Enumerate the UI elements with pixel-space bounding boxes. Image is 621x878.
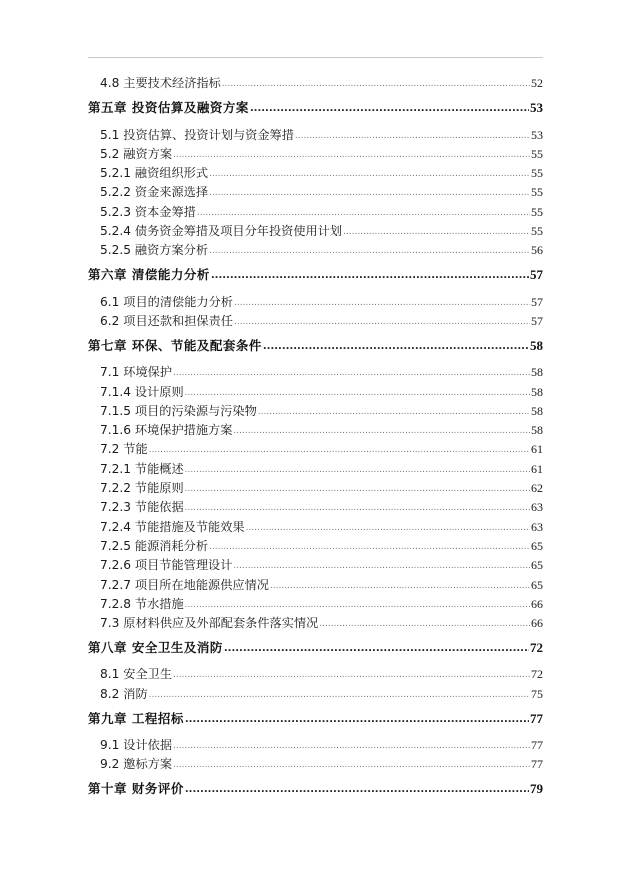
toc-section-entry[interactable] — [88, 593, 543, 612]
toc-entry-label: 7.2.8 节水措施 — [100, 596, 184, 611]
dot-leader — [224, 641, 529, 656]
dot-leader — [209, 186, 530, 200]
toc-entry-label: 7.2.5 能源消耗分析 — [100, 538, 209, 553]
toc-entry-label: 5.2.3 资本金筹措 — [100, 204, 196, 219]
toc-entry-label: 6.2 项目还款和担保责任 — [100, 313, 233, 328]
toc-page-number: 63 — [531, 519, 543, 534]
toc-page-number: 55 — [531, 146, 543, 161]
toc-entry-label: 7.2.7 项目所在地能源供应情况 — [100, 577, 269, 592]
toc-page-number: 79 — [530, 781, 543, 797]
toc-chapter-entry[interactable] — [88, 773, 543, 797]
toc-section-entry[interactable] — [88, 239, 543, 258]
toc-section-entry[interactable] — [88, 515, 543, 534]
toc-page-number: 75 — [531, 686, 543, 701]
dot-leader — [185, 463, 530, 477]
toc-page-number: 52 — [531, 76, 543, 91]
toc-page-number: 77 — [531, 757, 543, 772]
dot-leader — [250, 101, 529, 116]
dot-leader — [209, 540, 530, 554]
toc-page-number: 77 — [531, 738, 543, 753]
toc-page-number: 66 — [531, 596, 543, 611]
dot-leader — [209, 244, 530, 258]
toc-page-number: 58 — [530, 337, 543, 353]
dot-leader — [149, 443, 530, 457]
dot-leader — [233, 559, 530, 573]
toc-entry-label: 6.1 项目的清偿能力分析 — [100, 294, 233, 309]
toc-entry-label: 7.2.6 项目节能管理设计 — [100, 558, 233, 573]
dot-leader — [209, 167, 530, 181]
toc-chapter-entry[interactable] — [88, 92, 543, 116]
dot-leader — [233, 424, 530, 438]
dot-leader — [263, 339, 529, 354]
dot-leader — [173, 366, 530, 380]
table-of-contents — [88, 72, 543, 804]
toc-entry-label: 9.1 设计依据 — [100, 738, 173, 753]
toc-page-number: 63 — [531, 500, 543, 515]
dot-leader — [149, 688, 530, 702]
toc-page-number: 65 — [531, 577, 543, 592]
toc-entry-label: 9.2 邀标方案 — [100, 757, 173, 772]
dot-leader — [319, 617, 530, 631]
toc-page-number: 65 — [531, 558, 543, 573]
toc-page-number: 62 — [531, 481, 543, 496]
toc-section-entry[interactable] — [88, 419, 543, 438]
toc-section-entry[interactable] — [88, 753, 543, 772]
dot-leader — [234, 296, 530, 310]
toc-entry-label: 5.1 投资估算、投资计划与资金筹措 — [100, 127, 294, 142]
dot-leader — [270, 579, 530, 593]
dot-leader — [185, 386, 530, 400]
toc-entry-label: 7.2 节能 — [100, 442, 148, 457]
dot-leader — [222, 77, 530, 91]
dot-leader — [173, 668, 530, 682]
toc-section-entry[interactable] — [88, 162, 543, 181]
toc-chapter-entry[interactable] — [88, 632, 543, 656]
toc-entry-label: 7.3 原材料供应及外部配套条件落实情况 — [100, 616, 319, 631]
toc-section-entry[interactable] — [88, 438, 543, 457]
dot-leader — [246, 521, 530, 535]
dot-leader — [173, 148, 530, 162]
dot-leader — [185, 598, 530, 612]
chapter-spacer — [88, 727, 543, 734]
toc-page-number: 66 — [531, 616, 543, 631]
toc-section-entry[interactable] — [88, 361, 543, 380]
dot-leader — [173, 739, 530, 753]
toc-entry-label: 第九章 工程招标 — [88, 710, 184, 726]
toc-section-entry[interactable] — [88, 290, 543, 309]
toc-section-entry[interactable] — [88, 310, 543, 329]
toc-page-number: 57 — [531, 313, 543, 328]
toc-entry-label: 7.1.4 设计原则 — [100, 384, 184, 399]
toc-page-number: 55 — [531, 185, 543, 200]
toc-section-entry[interactable] — [88, 496, 543, 515]
toc-section-entry[interactable] — [88, 72, 543, 91]
dot-leader — [343, 225, 530, 239]
toc-section-entry[interactable] — [88, 220, 543, 239]
toc-page-number: 53 — [530, 100, 543, 116]
toc-entry-label: 4.8 主要技术经济指标 — [100, 76, 221, 91]
dot-leader — [295, 129, 530, 143]
toc-section-entry[interactable] — [88, 734, 543, 753]
toc-entry-label: 第十章 财务评价 — [88, 781, 184, 797]
toc-entry-label: 7.1.5 项目的污染源与污染物 — [100, 403, 257, 418]
toc-entry-label: 7.2.1 节能概述 — [100, 461, 184, 476]
toc-entry-label: 7.2.2 节能原则 — [100, 481, 184, 496]
toc-page-number: 58 — [531, 384, 543, 399]
toc-section-entry[interactable] — [88, 612, 543, 631]
toc-page-number: 56 — [531, 243, 543, 258]
toc-entry-label: 第七章 环保、节能及配套条件 — [88, 337, 262, 353]
toc-page-number: 72 — [530, 640, 543, 656]
toc-section-entry[interactable] — [88, 663, 543, 682]
toc-entry-label: 第五章 投资估算及融资方案 — [88, 100, 249, 116]
toc-section-entry[interactable] — [88, 535, 543, 554]
toc-section-entry[interactable] — [88, 457, 543, 476]
toc-page-number: 58 — [531, 403, 543, 418]
toc-chapter-entry[interactable] — [88, 330, 543, 354]
toc-entry-label: 5.2.2 资金来源选择 — [100, 185, 209, 200]
toc-entry-label: 7.1 环境保护 — [100, 365, 173, 380]
toc-chapter-entry[interactable] — [88, 703, 543, 727]
dot-leader — [185, 712, 529, 727]
toc-section-entry[interactable] — [88, 554, 543, 573]
toc-page-number: 61 — [531, 461, 543, 476]
toc-section-entry[interactable] — [88, 573, 543, 592]
toc-entry-label: 5.2 融资方案 — [100, 146, 173, 161]
chapter-spacer — [88, 797, 543, 804]
toc-page-number: 57 — [531, 294, 543, 309]
toc-page-number: 58 — [531, 365, 543, 380]
toc-entry-label: 8.1 安全卫生 — [100, 667, 173, 682]
dot-leader — [211, 268, 529, 283]
toc-section-entry[interactable] — [88, 200, 543, 219]
chapter-spacer — [88, 354, 543, 361]
toc-entry-label: 7.1.6 环境保护措施方案 — [100, 423, 233, 438]
toc-page-number: 65 — [531, 538, 543, 553]
toc-section-entry[interactable] — [88, 477, 543, 496]
dot-leader — [197, 206, 530, 220]
toc-page-number: 55 — [531, 224, 543, 239]
dot-leader — [185, 782, 529, 797]
chapter-spacer — [88, 656, 543, 663]
toc-page-number: 72 — [531, 667, 543, 682]
toc-page-number: 61 — [531, 442, 543, 457]
dot-leader — [173, 758, 530, 772]
toc-entry-label: 7.2.4 节能措施及节能效果 — [100, 519, 245, 534]
toc-entry-label: 7.2.3 节能依据 — [100, 500, 184, 515]
toc-section-entry[interactable] — [88, 380, 543, 399]
chapter-spacer — [88, 116, 543, 123]
toc-page-number: 77 — [530, 710, 543, 726]
toc-section-entry[interactable] — [88, 123, 543, 142]
toc-section-entry[interactable] — [88, 143, 543, 162]
toc-section-entry[interactable] — [88, 181, 543, 200]
toc-section-entry[interactable] — [88, 400, 543, 419]
toc-entry-label: 5.2.5 融资方案分析 — [100, 243, 209, 258]
toc-section-entry[interactable] — [88, 682, 543, 701]
header-rule — [88, 57, 543, 58]
dot-leader — [258, 405, 530, 419]
toc-entry-label: 8.2 消防 — [100, 686, 148, 701]
dot-leader — [185, 482, 530, 496]
dot-leader — [185, 501, 530, 515]
toc-entry-label: 5.2.1 融资组织形式 — [100, 166, 209, 181]
toc-page-number: 58 — [531, 423, 543, 438]
toc-entry-label: 5.2.4 债务资金筹措及项目分年投资使用计划 — [100, 224, 343, 239]
chapter-spacer — [88, 283, 543, 290]
dot-leader — [234, 315, 530, 329]
toc-page-number: 53 — [531, 127, 543, 142]
toc-page-number: 55 — [531, 166, 543, 181]
toc-page-number: 55 — [531, 204, 543, 219]
toc-page-number: 57 — [530, 267, 543, 283]
toc-entry-label: 第八章 安全卫生及消防 — [88, 640, 223, 656]
toc-entry-label: 第六章 清偿能力分析 — [88, 267, 210, 283]
toc-chapter-entry[interactable] — [88, 259, 543, 283]
